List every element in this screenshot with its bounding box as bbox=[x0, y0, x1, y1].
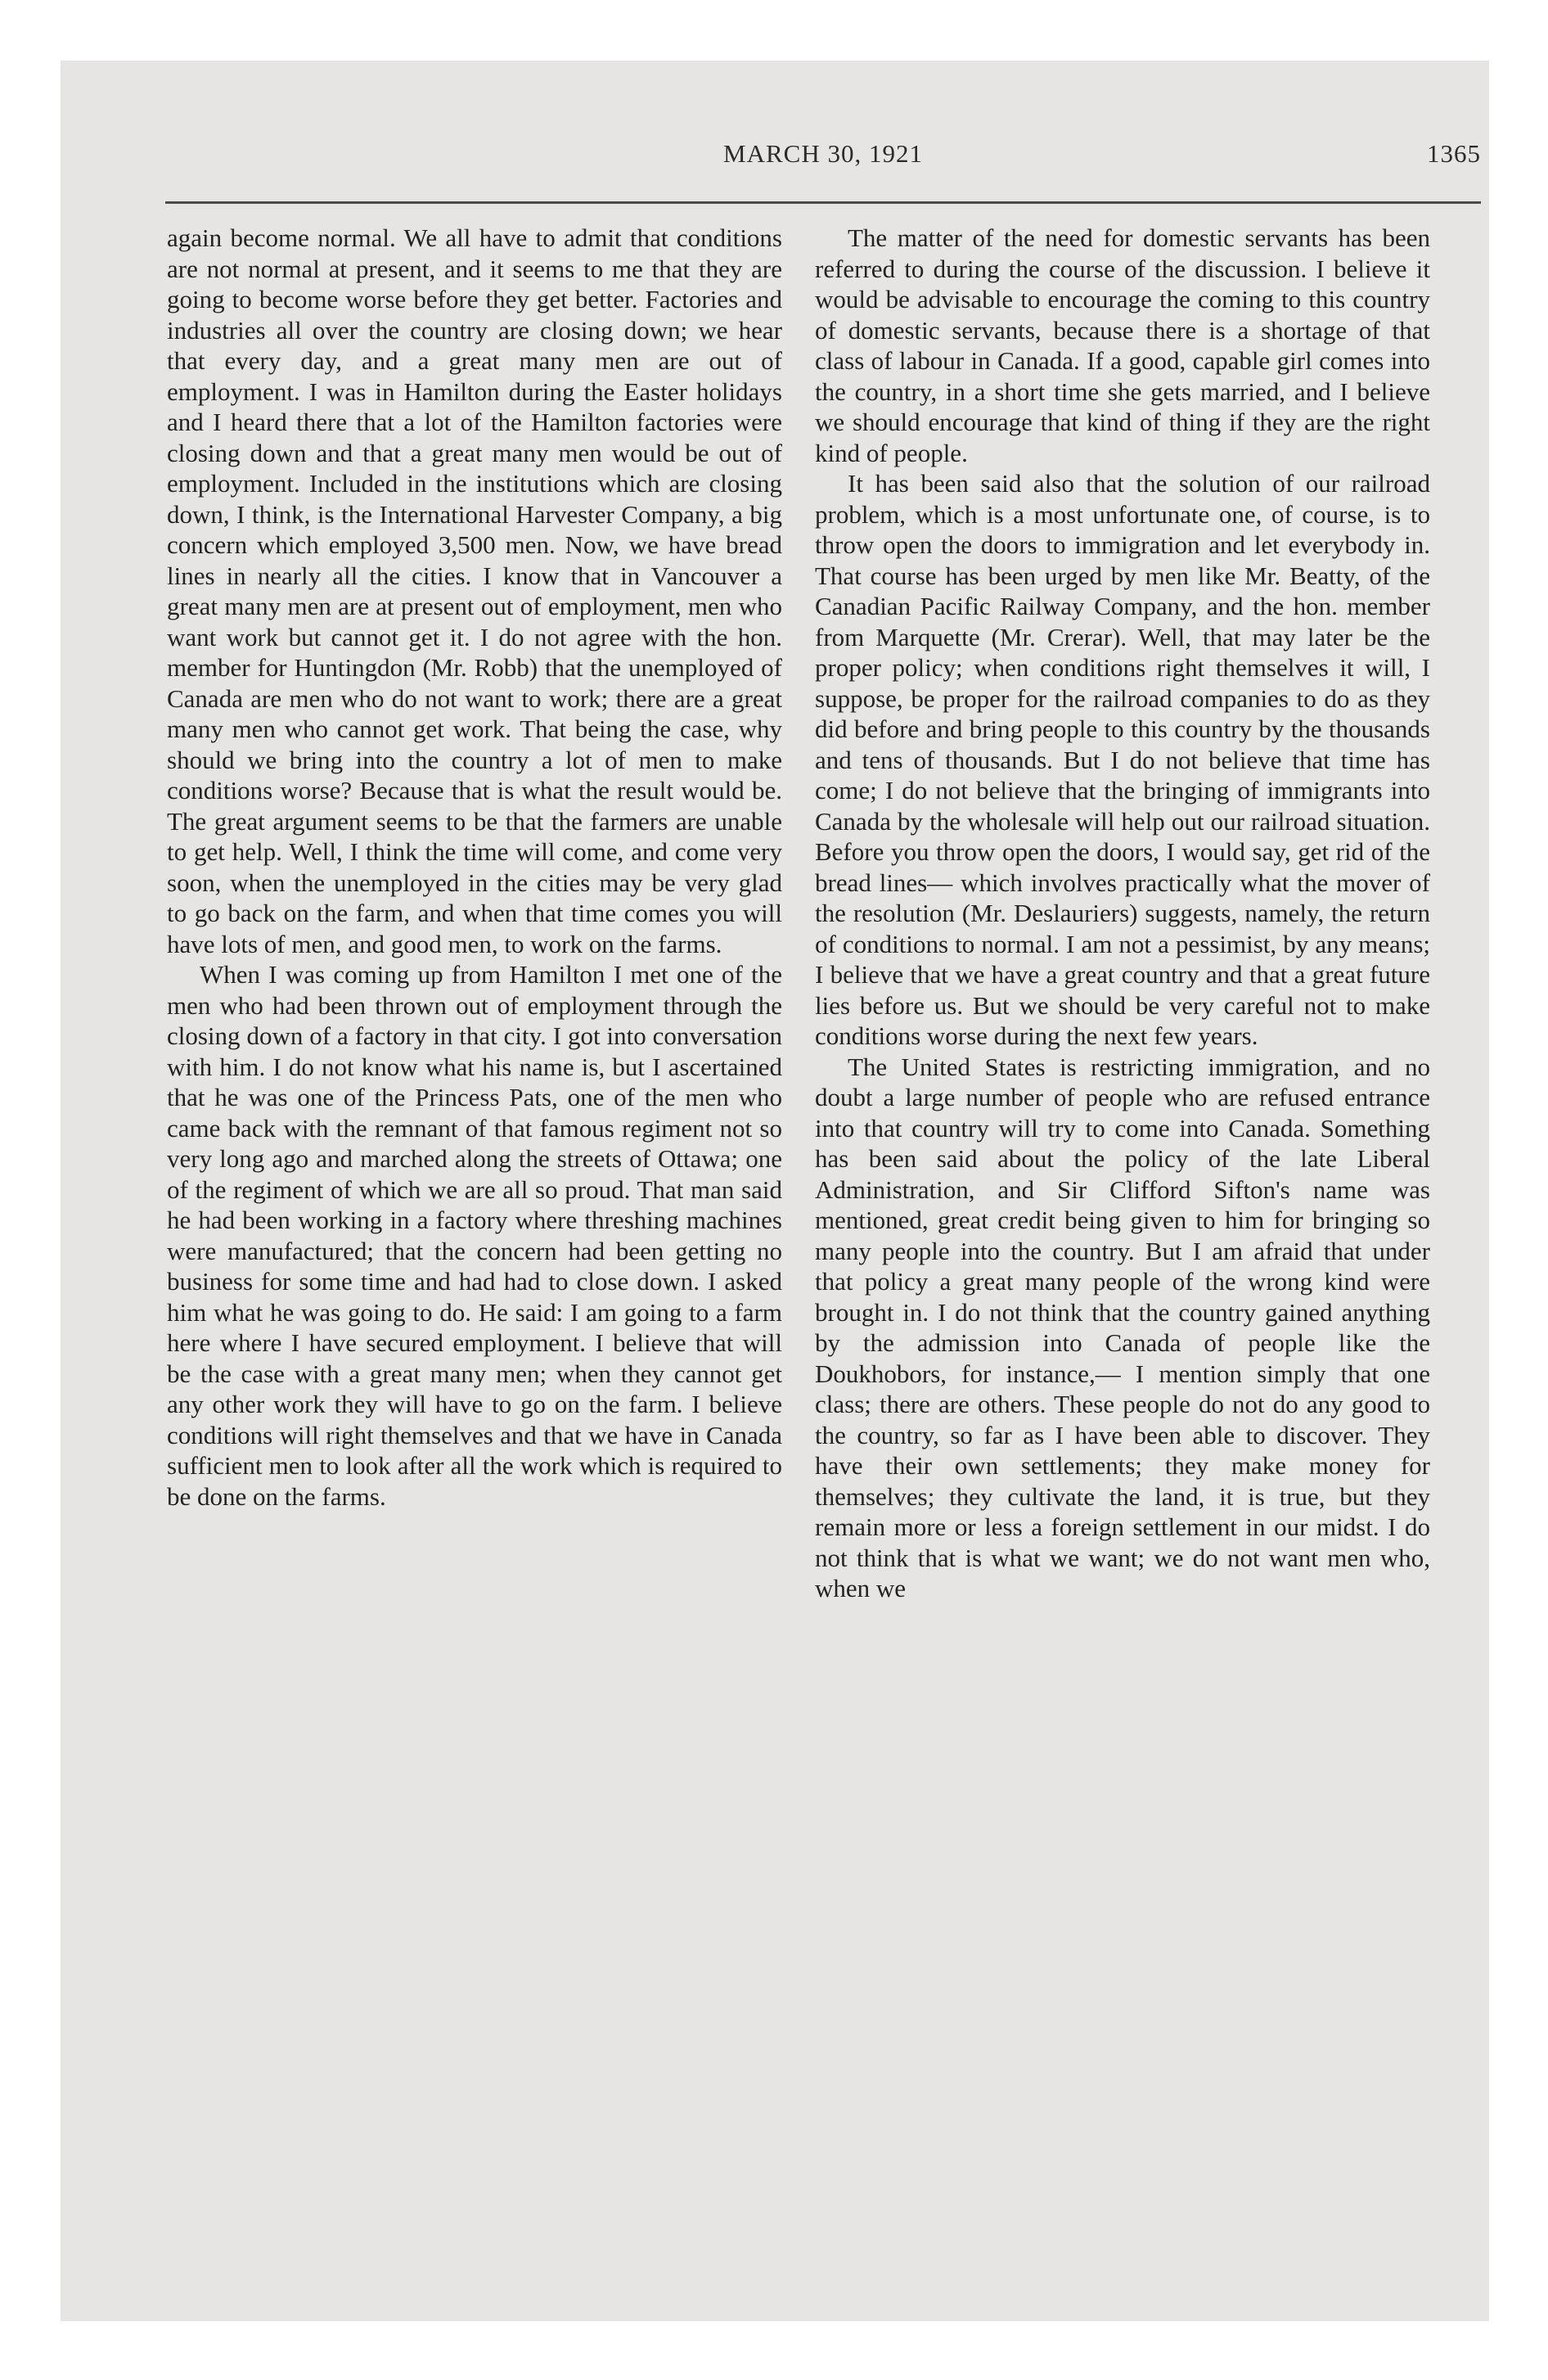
right-column bbox=[815, 223, 1430, 1604]
paragraph: It has been said also that the solution of our railroad problem, which is a most unfortunate one, of course, is to throw open the doors to immigration and let everybody in. That course has been urged by men like Mr. Beatty, of the Canadian Pacific Railway Company, and the hon. member from Marquette (Mr. Crerar). Well, that may later be the proper policy; when conditions right themselves it will, I suppose, be proper for the railroad companies to do as they did before and bring people to this country by the thousands and tens of thousands. But I do not believe that time has come; I do not believe that the bringing of immigrants into Canada by the wholesale will help out our railroad situation. Before you throw open the doors, I would say, get rid of the bread lines— which involves practically what the mover of the resolution (Mr. Deslauriers) suggests, namely, the return of conditions to normal. I am not a pessimist, by any means; I believe that we have a great country and that a great future lies before us. But we should be very careful not to make conditions worse during the next few years. bbox=[815, 469, 1430, 1050]
left-column bbox=[167, 223, 782, 1512]
paragraph: The United States is restricting immigration, and no doubt a large number of people who are refused entrance into that country will try to come into Canada. Something has been said about the policy of the late Liberal Administration, and Sir Clifford Sifton's name was mentioned, great credit being given to him for bringing so many people into the country. But I am afraid that under that policy a great many people of the wrong kind were brought in. I do not think that the country gained anything by the admission into Canada of people like the Doukhobors, for instance,— I mention simply that one class; there are others. These people do not do any good to the country, so far as I have been able to discover. They have their own settlements; they make money for themselves; they cultivate the land, it is true, but they remain more or less a foreign settlement in our midst. I do not think that is what we want; we do not want men who, when we bbox=[815, 1052, 1430, 1602]
document-page bbox=[61, 61, 1489, 2321]
paragraph: again become normal. We all have to admit that conditions are not normal at present, and it seems to me that they are going to become worse before they get better. Factories and industries all over the country are closing down; we hear that every day, and a great many men are out of employment. I was in Hamilton during the Easter holidays and I heard there that a lot of the Hamilton factories were closing down and that a great many men would be out of employment. Included in the institutions which are closing down, I think, is the International Harvester Company, a big concern which employed 3,500 men. Now, we have bread lines in nearly all the cities. I know that in Vancouver a great many men are at present out of employment, men who want work but cannot get it. I do not agree with the hon. member for Huntingdon (Mr. Robb) that the unemployed of Canada are men who do not want to work; there are a great many men who cannot get work. That being the case, why should we bring into the country a lot of men to make conditions worse? Because that is what the result would be. The great argument seems to be that the farmers are unable to get help. Well, I think the time will come, and come very soon, when the unemployed in the cities may be very glad to go back on the farm, and when that time comes you will have lots of men, and good men, to work on the farms. bbox=[167, 223, 782, 958]
page-number: 1365 bbox=[1427, 139, 1481, 168]
header-rule bbox=[165, 201, 1481, 204]
header-date: MARCH 30, 1921 bbox=[723, 139, 923, 168]
paragraph: When I was coming up from Hamilton I met one of the men who had been thrown out of employment through the closing down of a factory in that city. I got into conversation with him. I do not know what his name is, but I ascertained that he was one of the Princess Pats, one of the men who came back with the remnant of that famous regiment not so very long ago and marched along the streets of Ottawa; one of the regiment of which we are all so proud. That man said he had been working in a factory where threshing machines were manufactured; that the concern had been getting no business for some time and had had to close down. I asked him what he was going to do. He said: I am going to a farm here where I have secured employment. I believe that will be the case with a great many men; when they cannot get any other work they will have to go on the farm. I believe conditions will right themselves and that we have in Canada sufficient men to look after all the work which is required to be done on the farms. bbox=[167, 960, 782, 1511]
page-header bbox=[165, 139, 1481, 188]
paragraph: The matter of the need for domestic servants has been referred to during the course of the discussion. I believe it would be advisable to encourage the coming to this country of domestic servants, because there is a shortage of that class of labour in Canada. If a good, capable girl comes into the country, in a short time she gets married, and I believe we should encourage that kind of thing if they are the right kind of people. bbox=[815, 223, 1430, 467]
